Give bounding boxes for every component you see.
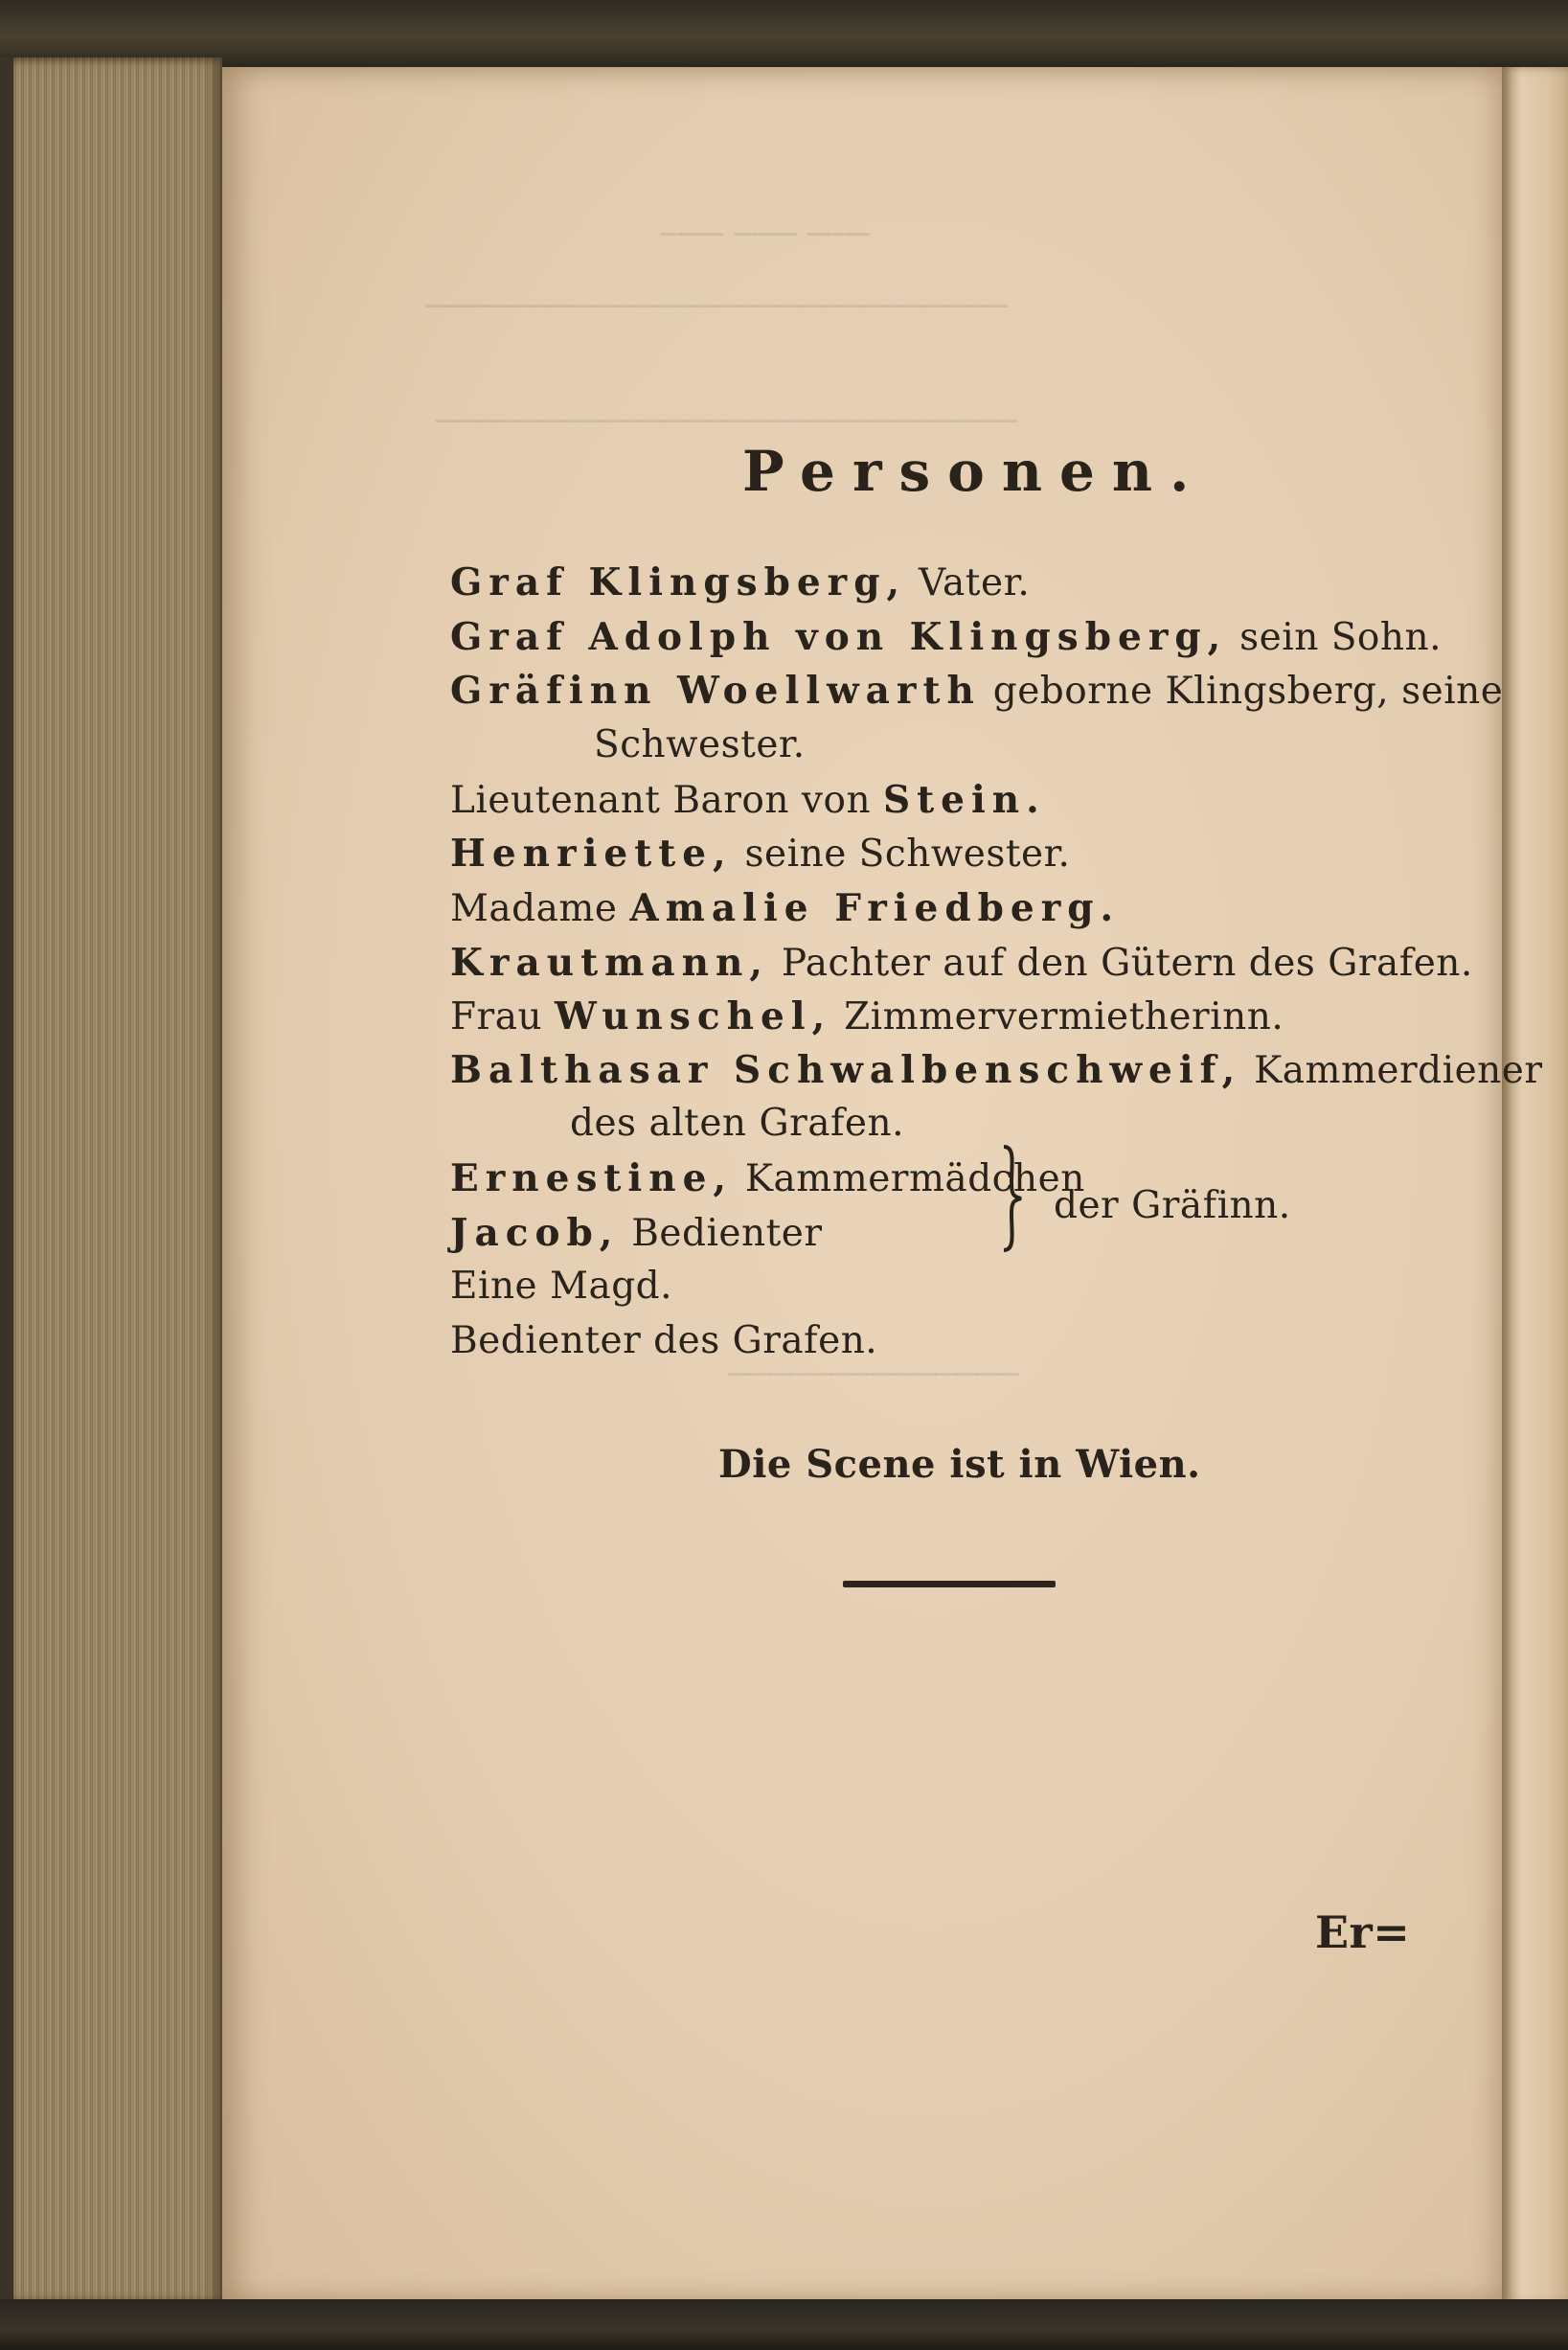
catchword: Er=: [1315, 1906, 1411, 1958]
cast-line: [450, 1156, 1085, 1200]
cast-name: Krautmann,: [450, 941, 769, 985]
cast-name: Ernestine,: [450, 1156, 733, 1200]
cast-line: [450, 1319, 877, 1362]
cast-line: [450, 1265, 672, 1308]
cast-line: [570, 1102, 904, 1145]
cast-desc: Eine Magd.: [450, 1265, 673, 1308]
cast-line: [450, 560, 1030, 605]
cast-name: Wunschel,: [554, 994, 832, 1038]
cast-line: [450, 832, 1070, 876]
cast-desc: sein Sohn.: [1227, 616, 1443, 659]
cast-name: Henriette,: [450, 832, 733, 876]
cast-line: [450, 778, 1046, 822]
page-edges: [0, 57, 222, 2304]
brace-label: der Gräfinn.: [1054, 1184, 1291, 1227]
cast-desc: Kammerdiener: [1241, 1049, 1543, 1092]
cast-desc: Zimmervermietherinn.: [831, 995, 1284, 1038]
cast-desc: Pachter auf den Gütern des Grafen.: [768, 942, 1473, 985]
cast-desc: seine Schwester.: [732, 833, 1071, 876]
cover-edge: [0, 57, 13, 2304]
cast-line: [450, 615, 1442, 659]
bleed-through-3: ────────────────────────────: [436, 402, 1017, 442]
binding-top: [0, 0, 1568, 67]
cast-desc: geborne Klingsberg, seine: [980, 670, 1504, 713]
cast-desc: Bedienter: [619, 1212, 823, 1255]
bleed-through-4: ──────────────: [728, 1356, 1019, 1395]
cast-name: Graf Klingsberg,: [450, 560, 907, 605]
cast-desc: Lieutenant Baron von: [450, 779, 883, 822]
cast-line: [450, 941, 1473, 985]
facing-page-edge: [1502, 67, 1568, 2304]
binding-bottom: [0, 2299, 1568, 2350]
cast-name: Stein.: [882, 778, 1046, 822]
cast-line: [450, 1048, 1543, 1092]
cast-desc: Frau: [450, 995, 555, 1038]
cast-desc: Bedienter des Grafen.: [450, 1319, 878, 1362]
bleed-through-1: ─── ─── ───: [661, 216, 870, 255]
cast-line: [450, 994, 1284, 1038]
cast-line: [450, 886, 1120, 930]
cast-name: Amalie Friedberg.: [629, 886, 1121, 930]
cast-desc: Kammermädchen: [732, 1157, 1085, 1200]
cast-desc: Schwester.: [594, 723, 806, 766]
cast-line: [450, 669, 1503, 713]
cast-desc: Vater.: [906, 561, 1031, 605]
cast-name: Graf Adolph von Klingsberg,: [450, 615, 1228, 659]
cast-desc: des alten Grafen.: [570, 1102, 905, 1145]
cast-name: Jacob,: [450, 1211, 620, 1255]
cast-name: Balthasar Schwalbenschweif,: [450, 1048, 1242, 1092]
curly-brace-icon: [1002, 1145, 1023, 1252]
cast-desc: Madame: [450, 887, 630, 930]
cast-line: [450, 1211, 823, 1255]
page-heading: Personen.: [742, 439, 1207, 504]
scene-note: Die Scene ist in Wien.: [718, 1442, 1201, 1487]
bleed-through-2: ────────────────────────────: [426, 287, 1008, 327]
cast-name: Gräfinn Woellwarth: [450, 669, 981, 713]
divider-rule: [843, 1581, 1056, 1587]
cast-line: [594, 723, 806, 766]
